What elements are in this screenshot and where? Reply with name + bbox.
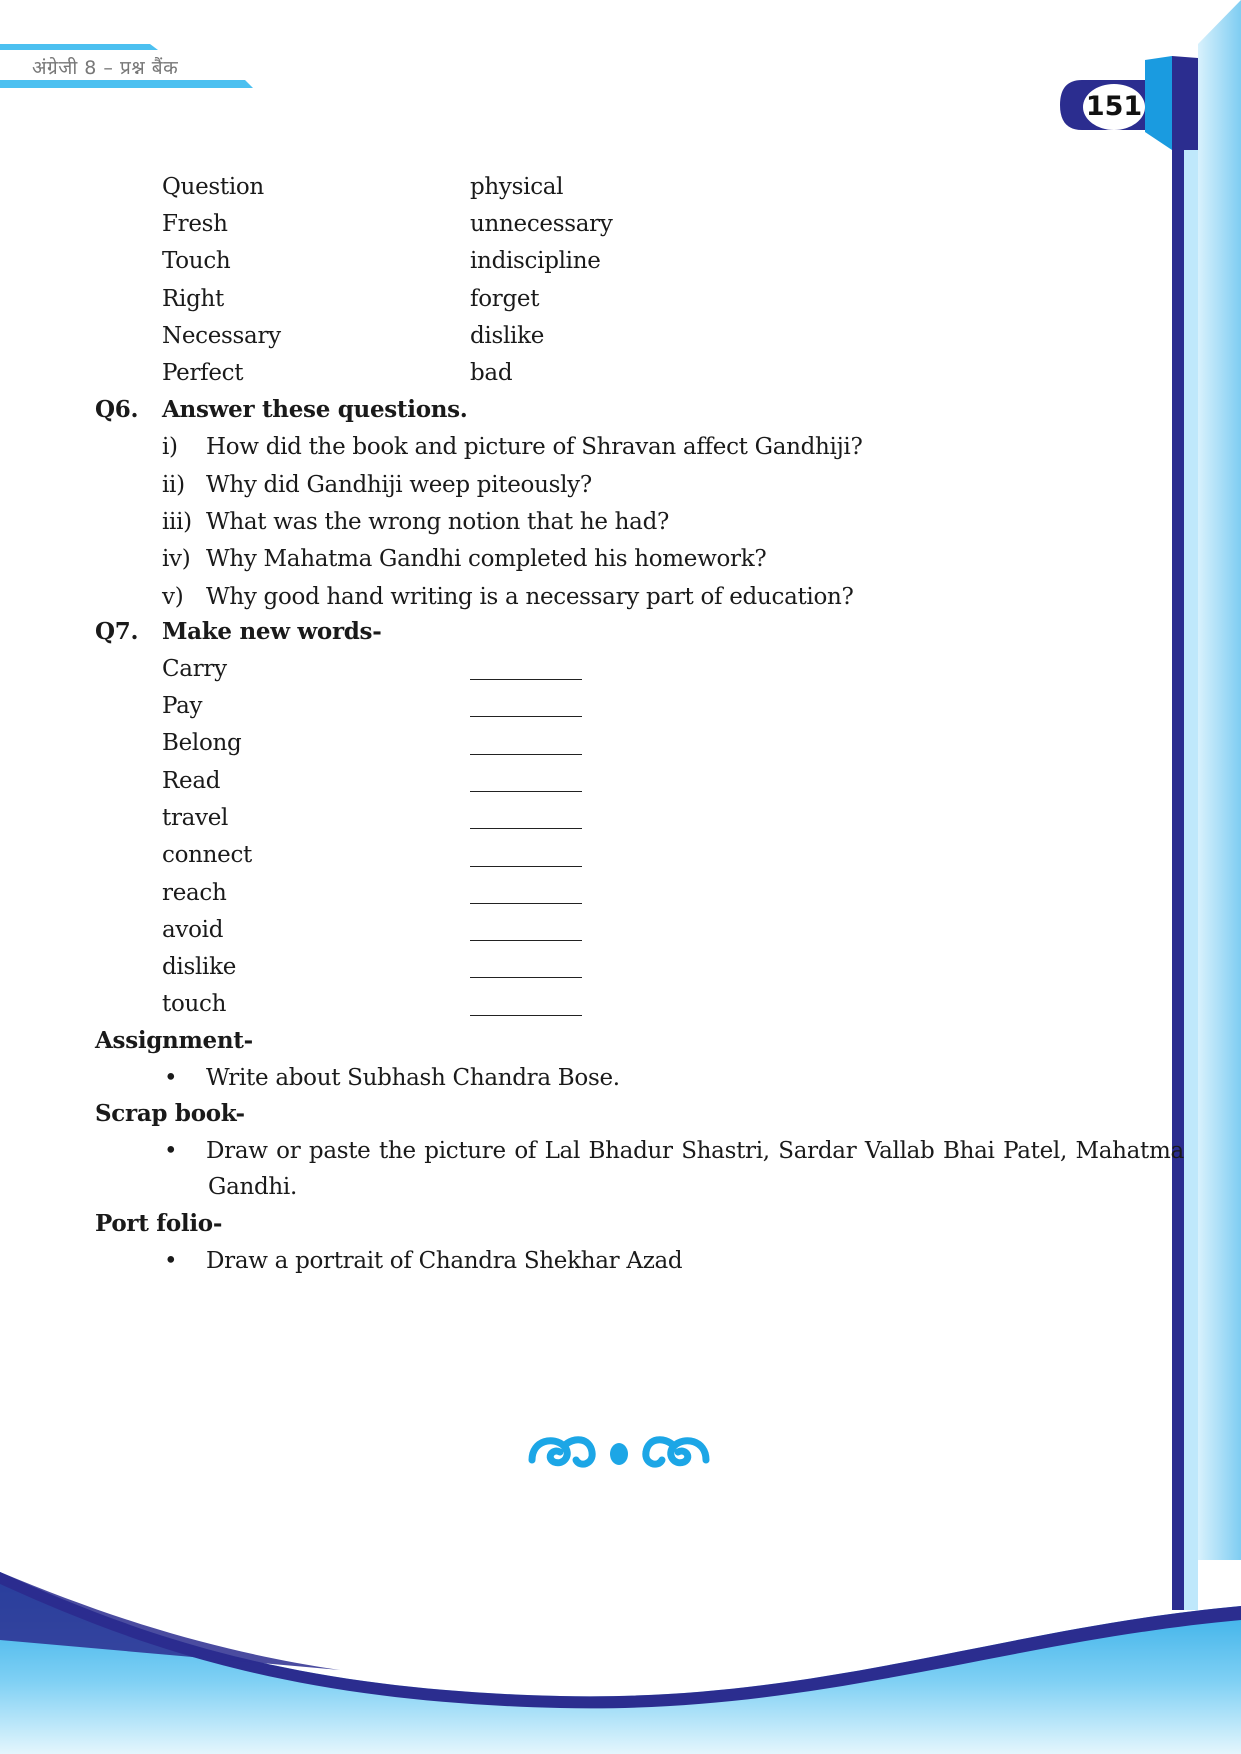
q6-item-number: iv) xyxy=(162,546,191,572)
answer-blank xyxy=(470,791,582,792)
answer-blank xyxy=(470,940,582,941)
answer-blank xyxy=(470,716,582,717)
opposite-word-left: Necessary xyxy=(162,323,281,349)
q6-item-text: How did the book and picture of Shravan affect Gandhiji? xyxy=(206,434,863,460)
q6-title: Answer these questions. xyxy=(162,396,468,423)
q6-number: Q6. xyxy=(95,396,139,423)
scrapbook-item-line2: Gandhi. xyxy=(208,1174,298,1200)
page-number: 151 xyxy=(1085,91,1143,122)
q7-word: travel xyxy=(162,805,229,831)
opposite-word-right: physical xyxy=(470,174,564,200)
answer-blank xyxy=(470,754,582,755)
q7-word: avoid xyxy=(162,917,224,943)
answer-blank xyxy=(470,903,582,904)
bullet: • xyxy=(164,1065,178,1091)
opposite-word-left: Touch xyxy=(162,248,231,274)
opposite-word-right: indiscipline xyxy=(470,248,601,274)
book-header-label: अंग्रेजी 8 – प्रश्न बैंक xyxy=(32,57,179,79)
q6-item-text: What was the wrong notion that he had? xyxy=(206,509,670,535)
q6-item-text: Why Mahatma Gandhi completed his homework? xyxy=(206,546,767,572)
end-ornament xyxy=(524,1430,714,1472)
assignment-item: Write about Subhash Chandra Bose. xyxy=(206,1065,620,1091)
q7-word: Carry xyxy=(162,656,227,682)
q7-word: Belong xyxy=(162,730,242,756)
q7-word: reach xyxy=(162,880,227,906)
portfolio-item: Draw a portrait of Chandra Shekhar Azad xyxy=(206,1248,683,1274)
q6-item-text: Why good hand writing is a necessary part of education? xyxy=(206,584,854,610)
q7-word: touch xyxy=(162,991,227,1017)
opposite-word-left: Perfect xyxy=(162,360,244,386)
opposite-word-left: Question xyxy=(162,174,264,200)
q7-word: connect xyxy=(162,842,252,868)
header-bar-lower xyxy=(0,80,253,88)
answer-blank xyxy=(470,679,582,680)
opposite-word-right: bad xyxy=(470,360,513,386)
q7-title: Make new words- xyxy=(162,618,382,645)
bullet: • xyxy=(164,1138,178,1164)
assignment-heading: Assignment- xyxy=(95,1027,253,1054)
portfolio-heading: Port folio- xyxy=(95,1210,223,1237)
q7-word: Read xyxy=(162,768,221,794)
q6-item-number: iii) xyxy=(162,509,192,535)
scrapbook-item-line1: Draw or paste the picture of Lal Bhadur Shastri, Sardar Vallab Bhai Patel, Mahatma xyxy=(206,1138,1184,1164)
answer-blank xyxy=(470,828,582,829)
opposite-word-right: unnecessary xyxy=(470,211,613,237)
q7-number: Q7. xyxy=(95,618,139,645)
header-bar xyxy=(0,44,158,50)
bullet: • xyxy=(164,1248,178,1274)
answer-blank xyxy=(470,977,582,978)
q6-item-number: i) xyxy=(162,434,178,460)
opposite-word-right: dislike xyxy=(470,323,545,349)
answer-blank xyxy=(470,1015,582,1016)
q7-word: Pay xyxy=(162,693,203,719)
bottom-wave xyxy=(0,1572,1241,1754)
opposite-word-left: Right xyxy=(162,286,224,312)
q6-item-number: v) xyxy=(162,584,184,610)
q6-item-text: Why did Gandhiji weep piteously? xyxy=(206,472,592,498)
answer-blank xyxy=(470,866,582,867)
opposite-word-left: Fresh xyxy=(162,211,228,237)
opposite-word-right: forget xyxy=(470,286,540,312)
scrapbook-heading: Scrap book- xyxy=(95,1100,245,1127)
q6-item-number: ii) xyxy=(162,472,185,498)
q7-word: dislike xyxy=(162,954,237,980)
